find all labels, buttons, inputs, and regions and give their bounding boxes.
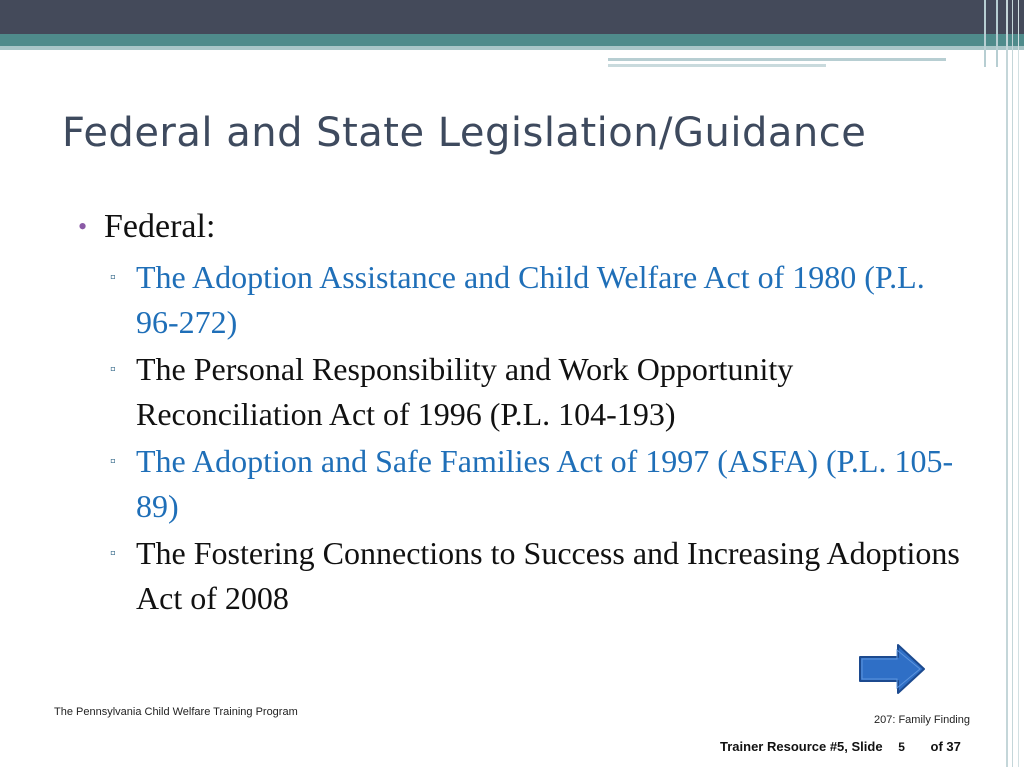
sub-bullet-square-icon: ▫ (110, 545, 116, 562)
legislation-text: The Adoption Assistance and Child Welfare Act of 1980 (P.L. 96-272) (136, 259, 925, 340)
sub-bullet-square-icon: ▫ (110, 269, 116, 286)
legislation-link-asfa[interactable] (106, 439, 966, 529)
legislation-text: The Fostering Connections to Success and Increasing Adoptions Act of 2008 (136, 535, 960, 616)
header-band-dark (0, 0, 1024, 34)
sub-bullet-square-icon: ▫ (110, 361, 116, 378)
right-arrow-icon (858, 643, 926, 695)
header-accent-line (608, 58, 946, 61)
footer-resource-label: Trainer Resource #5, Slide (720, 739, 883, 754)
sub-bullet-square-icon: ▫ (110, 453, 116, 470)
footer-slide-number: 5 (898, 740, 905, 754)
slide-content (76, 205, 966, 623)
slide-title: Federal and State Legislation/Guidance (62, 110, 867, 156)
header-band-teal (0, 34, 1024, 46)
footer-course: 207: Family Finding (874, 714, 970, 726)
legislation-link-aacwa[interactable] (106, 255, 966, 345)
bullet-dot-icon: • (78, 212, 88, 241)
decorative-vertical-line (1006, 0, 1008, 767)
footer-program: The Pennsylvania Child Welfare Training Program (54, 706, 298, 718)
header-band-light (0, 46, 1024, 50)
legislation-text: The Personal Responsibility and Work Opportunity Reconciliation Act of 1996 (P.L. 104-193) (136, 351, 794, 432)
bullet-label: Federal: (104, 208, 216, 245)
header-accent-line (608, 64, 826, 67)
decorative-vertical-line (984, 0, 986, 67)
decorative-vertical-line (996, 0, 998, 67)
next-slide-button[interactable] (858, 643, 926, 695)
bullet-federal (76, 205, 966, 249)
footer-total-slides: of 37 (930, 739, 961, 754)
legislation-text: The Adoption and Safe Families Act of 1997 (ASFA) (P.L. 105-89) (136, 443, 954, 524)
decorative-vertical-line (1018, 0, 1019, 767)
footer-slide-info (720, 739, 961, 754)
legislation-item-prwora (106, 347, 966, 437)
legislation-item-fostering-connections (106, 531, 966, 621)
decorative-vertical-line (1012, 0, 1013, 767)
